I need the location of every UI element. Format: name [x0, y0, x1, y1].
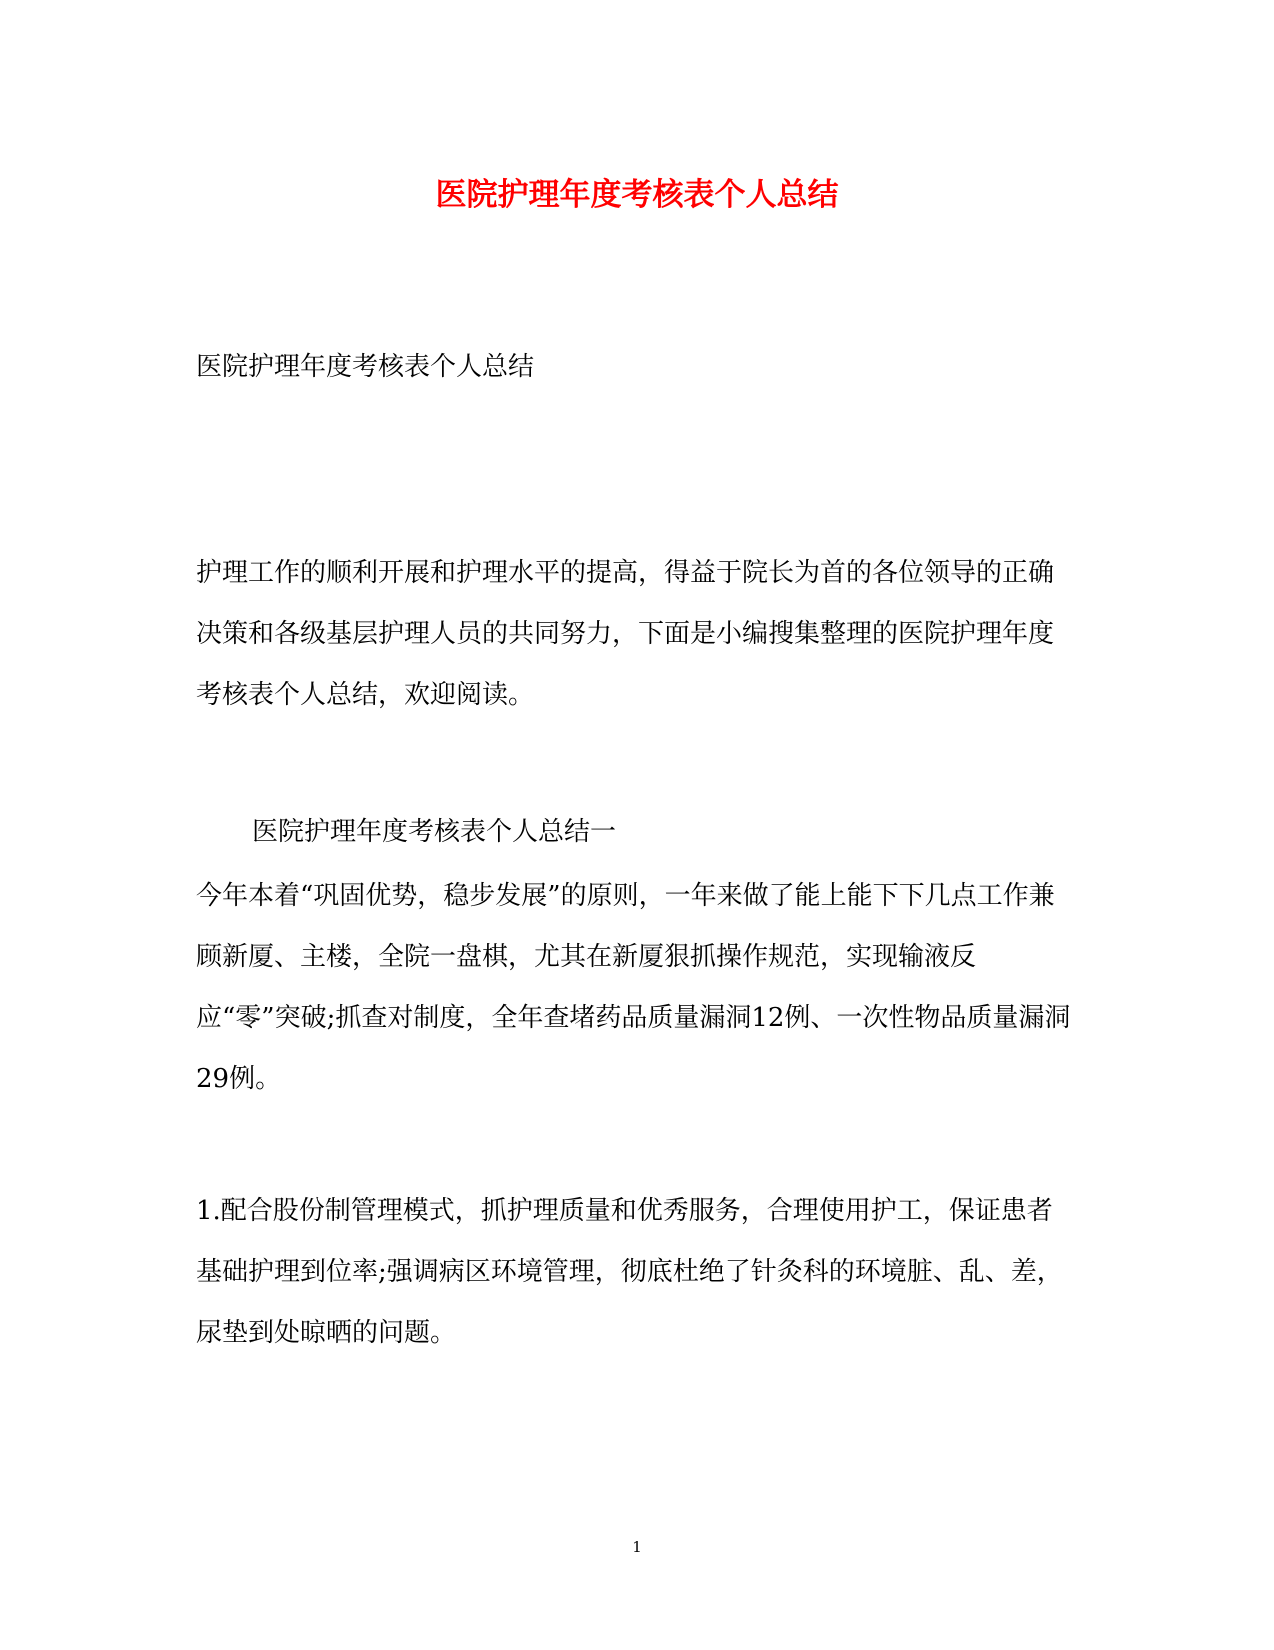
document-title: 医院护理年度考核表个人总结: [435, 177, 839, 213]
body-paragraph-1: 今年本着“巩固优势，稳步发展”的原则，一年来做了能上能下下几点工作兼顾新厦、主楼，全院一盘棋，尤其在新厦狠抓操作规范，实现输液反应“零”突破;抓查对制度，全年查堵药品质量漏洞12例、一次性物品质量漏洞29例。: [196, 881, 1071, 1094]
section-heading: 医院护理年度考核表个人总结一: [252, 817, 617, 847]
body-paragraph-2: 1.配合股份制管理模式，抓护理质量和优秀服务，合理使用护工，保证患者基础护理到位率;强调病区环境管理，彻底杜绝了针灸科的环境脏、乱、差，尿垫到处晾晒的问题。: [196, 1196, 1063, 1348]
page-number: 1: [632, 1538, 642, 1556]
intro-paragraph: 护理工作的顺利开展和护理水平的提高，得益于院长为首的各位领导的正确决策和各级基层护理人员的共同努力，下面是小编搜集整理的医院护理年度考核表个人总结，欢迎阅读。: [196, 558, 1055, 710]
document-subtitle: 医院护理年度考核表个人总结: [196, 352, 535, 382]
